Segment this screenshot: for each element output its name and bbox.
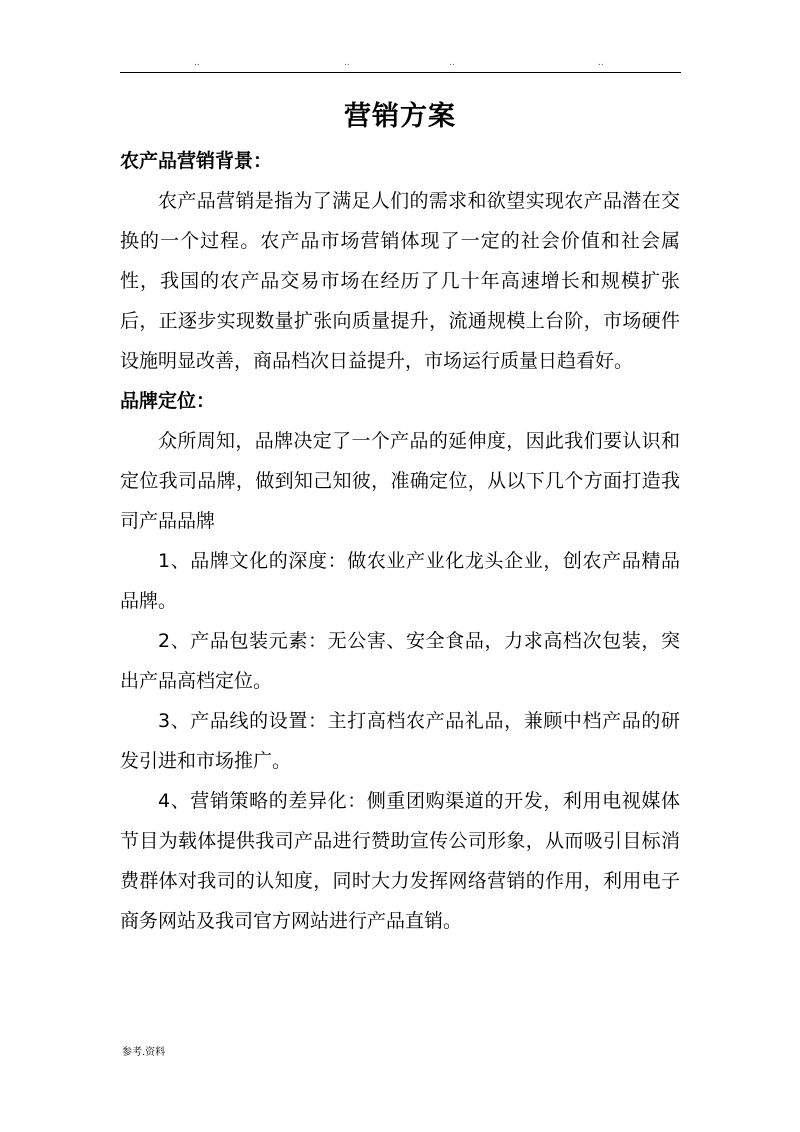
- header-mark: ..: [194, 58, 200, 68]
- brand-point-1: 1、品牌文化的深度：做农业产业化龙头企业，创农产品精品品牌。: [120, 550, 680, 612]
- header-mark: ..: [598, 58, 604, 68]
- brand-intro-paragraph: 众所周知，品牌决定了一个产品的延伸度，因此我们要认识和定位我司品牌，做到知己知彼，准确定位，从以下几个方面打造我司产品品牌: [120, 430, 680, 532]
- page-footer: 参考.资料: [122, 1047, 166, 1058]
- header-rule: [120, 72, 681, 73]
- section-heading-background: 农产品营销背景：: [120, 150, 273, 172]
- header-mark: ..: [344, 58, 350, 68]
- background-paragraph: 农产品营销是指为了满足人们的需求和欲望实现农产品潜在交换的一个过程。农产品市场营销体现了一定的社会价值和社会属性，我国的农产品交易市场在经历了几十年高速增长和规模扩张后，正逐步实现数量扩张向质量提升，流通规模上台阶，市场硬件设施明显改善，商品档次日益提升，市场运行质量日趋看好。: [120, 190, 680, 372]
- brand-point-3: 3、产品线的设置：主打高档农产品礼品，兼顾中档产品的研发引进和市场推广。: [120, 710, 680, 772]
- header-mark: ..: [449, 58, 455, 68]
- brand-point-4: 4、营销策略的差异化：侧重团购渠道的开发，利用电视媒体节目为载体提供我司产品进行赞助宣传公司形象，从而吸引目标消费群体对我司的认知度，同时大力发挥网络营销的作用，利用电子商务网站及我司官方网站进行产品直销。: [120, 790, 680, 932]
- brand-point-2: 2、产品包装元素：无公害、安全食品，力求高档次包装，突出产品高档定位。: [120, 630, 680, 692]
- document-title: 营销方案: [344, 101, 456, 132]
- page-header-marks: [0, 58, 800, 72]
- document-body: [120, 141, 680, 941]
- section-heading-brand-positioning: 品牌定位：: [120, 390, 216, 412]
